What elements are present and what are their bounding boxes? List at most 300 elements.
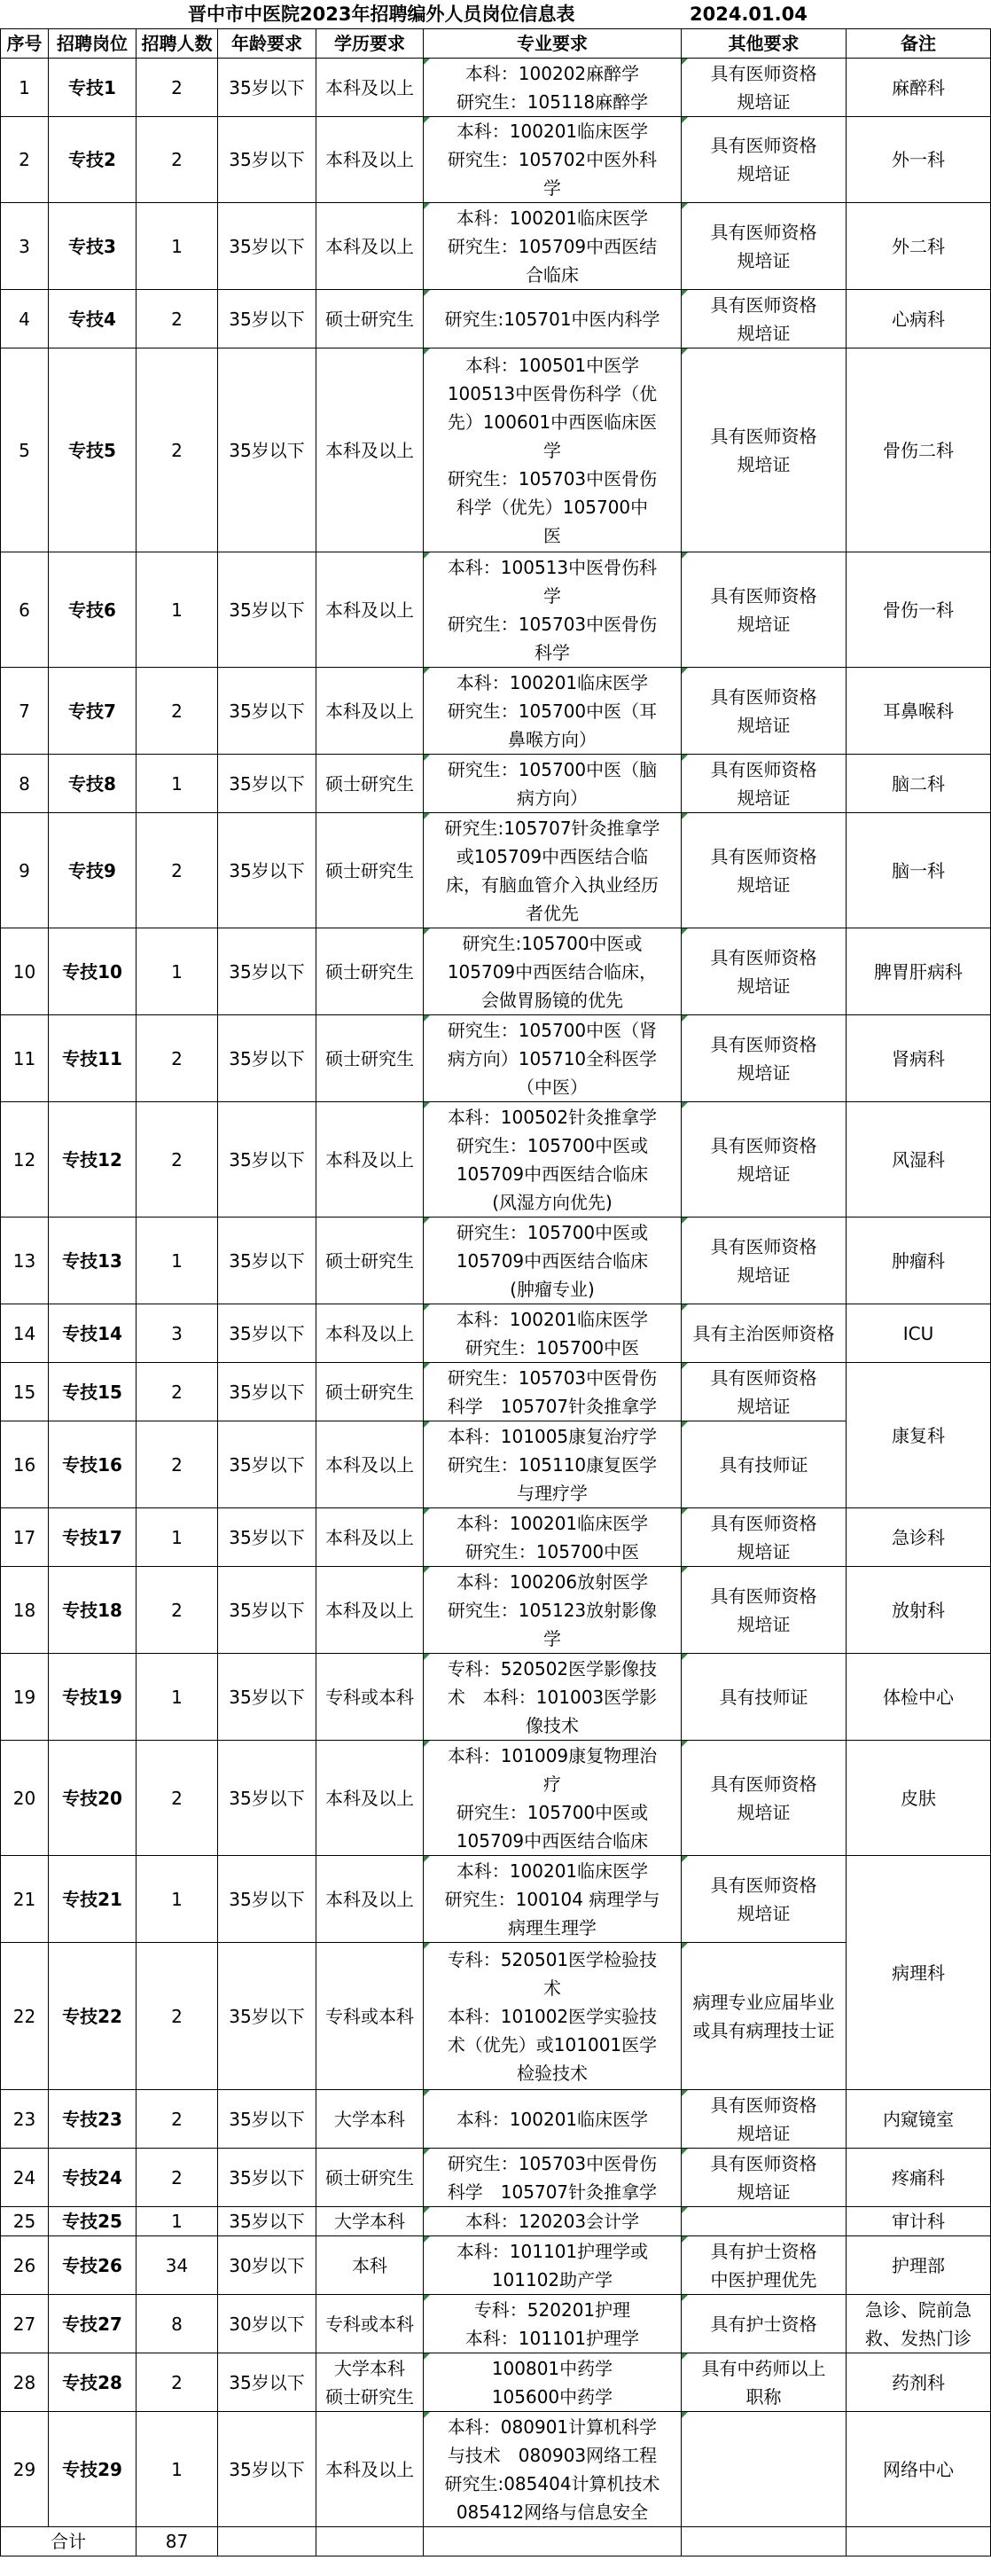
major-line: 学 [543, 439, 561, 461]
row-note: 内窥镜室 [847, 2090, 991, 2149]
major-line: 会做胃肠镜的优先 [481, 989, 623, 1011]
table-row [1, 552, 991, 668]
row-education: 硕士研究生 [316, 755, 424, 813]
row-count: 2 [137, 1363, 218, 1421]
table-row [1, 668, 991, 755]
row-education: 硕士研究生 [316, 813, 424, 928]
row-no: 22 [1, 1943, 49, 2090]
row-major [424, 1856, 682, 1943]
row-age: 35岁以下 [218, 552, 316, 668]
row-position: 专技9 [49, 813, 137, 928]
row-education: 大学本科 [316, 2207, 424, 2236]
major-line: 研究生:105707针灸推拿学 [444, 817, 660, 839]
table-title: 晋中市中医院2023年招聘编外人员岗位信息表 [188, 4, 575, 25]
other-line: 规培证 [737, 1801, 791, 1823]
other-line: 规培证 [737, 163, 791, 184]
table-row [1, 348, 991, 552]
row-no: 17 [1, 1508, 49, 1567]
row-other [682, 59, 847, 117]
row-note: ICU [847, 1304, 991, 1363]
table-row [1, 1015, 991, 1102]
other-line: 具有护士资格 [710, 2240, 817, 2262]
row-note: 药剂科 [847, 2353, 991, 2412]
row-major [424, 2207, 682, 2236]
major-line: 专科：520201护理 [473, 2298, 631, 2321]
other-line: 具有医师资格 [710, 1512, 817, 1534]
row-other [682, 552, 847, 668]
major-line: 本科：101101护理学或 [456, 2240, 649, 2262]
row-no: 3 [1, 203, 49, 290]
row-education: 本科及以上 [316, 2412, 424, 2527]
row-education: 硕士研究生 [316, 1015, 424, 1102]
row-age: 35岁以下 [218, 348, 316, 552]
header-major: 专业要求 [424, 29, 682, 59]
table-row [1, 1741, 991, 1856]
row-age: 35岁以下 [218, 1943, 316, 2090]
row-note: 康复科 [847, 1363, 991, 1508]
row-no: 6 [1, 552, 49, 668]
major-line: 鼻喉方向） [508, 728, 597, 750]
row-note: 病理科 [847, 1856, 991, 2090]
row-major [424, 1218, 682, 1304]
major-line: 研究生：105700中医或 [456, 1221, 649, 1243]
row-education: 本科 [316, 2236, 424, 2295]
row-major [424, 348, 682, 552]
row-count: 1 [137, 2412, 218, 2527]
row-major [424, 928, 682, 1015]
row-age: 35岁以下 [218, 117, 316, 203]
row-no: 27 [1, 2295, 49, 2353]
row-other [682, 1567, 847, 1654]
row-note: 肾病科 [847, 1015, 991, 1102]
table-row [1, 1102, 991, 1218]
row-age: 35岁以下 [218, 2149, 316, 2207]
other-line: 具有技师证 [719, 1686, 808, 1708]
row-no: 12 [1, 1102, 49, 1218]
major-line: 105709中西医结合临床 [456, 1249, 649, 1272]
major-line: 本科：100502针灸推拿学 [447, 1106, 658, 1128]
major-line: 病方向）105710全科医学 [447, 1047, 658, 1069]
table-row [1, 1218, 991, 1304]
header-count: 招聘人数 [137, 29, 218, 59]
row-age: 35岁以下 [218, 1654, 316, 1741]
row-position: 专技24 [49, 2149, 137, 2207]
total-count: 87 [137, 2527, 218, 2556]
other-line: 具有医师资格 [710, 758, 817, 780]
row-major [424, 1654, 682, 1741]
row-age: 35岁以下 [218, 290, 316, 348]
major-line: 者优先 [526, 902, 579, 924]
row-position: 专技17 [49, 1508, 137, 1567]
row-other [682, 813, 847, 928]
row-position: 专技12 [49, 1102, 137, 1218]
row-age: 35岁以下 [218, 2090, 316, 2149]
row-major [424, 1943, 682, 2090]
row-position: 专技13 [49, 1218, 137, 1304]
row-other [682, 2412, 847, 2527]
other-line: 具有医师资格 [710, 1033, 817, 1055]
row-note: 审计科 [847, 2207, 991, 2236]
other-line: 职称 [745, 2385, 782, 2408]
row-age: 35岁以下 [218, 2207, 316, 2236]
row-count: 1 [137, 1508, 218, 1567]
row-other [682, 2295, 847, 2353]
table-row [1, 203, 991, 290]
row-age: 30岁以下 [218, 2295, 316, 2353]
row-no: 19 [1, 1654, 49, 1741]
other-line: 具有医师资格 [710, 584, 817, 607]
row-no: 14 [1, 1304, 49, 1363]
major-line: 本科：120203会计学 [464, 2211, 640, 2232]
row-count: 2 [137, 290, 218, 348]
major-line: 学 [543, 584, 561, 607]
row-position: 专技7 [49, 668, 137, 755]
major-line: 本科：100501中医学 [464, 354, 640, 376]
education-line: 大学本科 [334, 2357, 405, 2379]
row-major [424, 2090, 682, 2149]
other-line: 规培证 [737, 1264, 791, 1286]
row-position: 专技23 [49, 2090, 137, 2149]
row-age: 35岁以下 [218, 1567, 316, 1654]
major-line: 101102助产学 [491, 2268, 613, 2290]
row-age: 35岁以下 [218, 1363, 316, 1421]
row-count: 2 [137, 2353, 218, 2412]
row-education: 本科及以上 [316, 59, 424, 117]
row-other [682, 1421, 847, 1508]
row-education: 硕士研究生 [316, 1218, 424, 1304]
major-line: 专科：520502医学影像技 [447, 1657, 658, 1679]
row-count: 1 [137, 552, 218, 668]
row-no: 20 [1, 1741, 49, 1856]
row-age: 35岁以下 [218, 1421, 316, 1508]
major-line: 100801中药学 [491, 2357, 613, 2379]
major-line: 研究生：105700中医（肾 [447, 1019, 658, 1041]
major-line: 研究生：105703中医骨伤 [447, 613, 658, 635]
row-note: 脾胃肝病科 [847, 928, 991, 1015]
table-row [1, 1654, 991, 1741]
row-count: 34 [137, 2236, 218, 2295]
major-line: 研究生：100104 病理学与 [444, 1888, 660, 1910]
major-line: 床，有脑血管介入执业经历 [446, 873, 659, 896]
row-note: 脑一科 [847, 813, 991, 928]
major-line: 像技术 [526, 1714, 579, 1736]
major-line: 科学 [535, 641, 570, 663]
row-other [682, 1015, 847, 1102]
table-row [1, 813, 991, 928]
row-education: 硕士研究生 [316, 290, 424, 348]
row-count: 2 [137, 1567, 218, 1654]
row-education: 本科及以上 [316, 668, 424, 755]
table-row [1, 1943, 991, 2090]
row-count: 3 [137, 1304, 218, 1363]
major-line: 研究生：105700中医 [464, 1336, 640, 1358]
other-line: 具有医师资格 [710, 1585, 817, 1607]
row-other [682, 1856, 847, 1943]
row-note: 骨伤二科 [847, 348, 991, 552]
row-other [682, 1218, 847, 1304]
other-line: 具有护士资格 [710, 2313, 817, 2335]
row-major [424, 117, 682, 203]
major-line: (风湿方向优先) [492, 1191, 613, 1213]
other-line: 具有医师资格 [710, 135, 817, 156]
row-position: 专技18 [49, 1567, 137, 1654]
row-other [682, 1102, 847, 1218]
row-count: 1 [137, 755, 218, 813]
table-row [1, 290, 991, 348]
other-line: 具有医师资格 [710, 294, 817, 316]
header-note: 备注 [847, 29, 991, 59]
major-line: 本科：100206放射医学 [456, 1570, 649, 1593]
other-line: 规培证 [737, 975, 791, 997]
row-major [424, 203, 682, 290]
row-count: 1 [137, 203, 218, 290]
row-education [316, 2353, 424, 2412]
row-major [424, 290, 682, 348]
major-line: 105600中药学 [491, 2385, 613, 2408]
major-line: 本科：100513中医骨伤科 [447, 556, 658, 578]
row-no: 28 [1, 2353, 49, 2412]
row-note: 肿瘤科 [847, 1218, 991, 1304]
row-age: 35岁以下 [218, 755, 316, 813]
row-position: 专技5 [49, 348, 137, 552]
other-line: 规培证 [737, 453, 791, 475]
row-note: 麻醉科 [847, 59, 991, 117]
row-note: 耳鼻喉科 [847, 668, 991, 755]
other-line: 规培证 [737, 1902, 791, 1924]
row-no: 4 [1, 290, 49, 348]
other-line: 规培证 [737, 1061, 791, 1084]
row-no: 13 [1, 1218, 49, 1304]
major-line: 105709中西医结合临床， [447, 960, 658, 983]
row-no: 23 [1, 2090, 49, 2149]
row-education: 硕士研究生 [316, 1363, 424, 1421]
other-line: 规培证 [737, 249, 791, 271]
major-line: 本科：080901计算机科学 [447, 2415, 658, 2438]
row-other [682, 755, 847, 813]
row-count: 1 [137, 1856, 218, 1943]
major-line: 学 [543, 177, 561, 199]
major-line: 与理疗学 [517, 1482, 588, 1504]
major-line: 本科：101101护理学 [464, 2327, 640, 2349]
row-age: 35岁以下 [218, 1856, 316, 1943]
row-note: 外一科 [847, 117, 991, 203]
row-no: 5 [1, 348, 49, 552]
row-age: 30岁以下 [218, 2236, 316, 2295]
row-major [424, 1102, 682, 1218]
row-position: 专技14 [49, 1304, 137, 1363]
row-major [424, 2412, 682, 2527]
table-row [1, 2236, 991, 2295]
total-empty [316, 2527, 424, 2556]
major-line: 研究生：105110康复医学 [447, 1453, 658, 1476]
major-line: 研究生：105118麻醉学 [456, 90, 649, 113]
row-education: 硕士研究生 [316, 928, 424, 1015]
row-no: 1 [1, 59, 49, 117]
row-other [682, 1741, 847, 1856]
row-note: 护理部 [847, 2236, 991, 2295]
row-count: 2 [137, 1102, 218, 1218]
major-line: 与技术 080903网络工程 [447, 2444, 658, 2466]
major-line: 术 本科：101003医学影 [447, 1686, 658, 1708]
major-line: 研究生：105703中医骨伤 [447, 1366, 658, 1389]
major-line: 本科：100201临床医学 [456, 1860, 649, 1882]
row-position: 专技29 [49, 2412, 137, 2527]
row-no: 25 [1, 2207, 49, 2236]
table-row [1, 1363, 991, 1421]
other-line: 具有医师资格 [710, 221, 817, 243]
other-line: 规培证 [737, 1395, 791, 1417]
header-age: 年龄要求 [218, 29, 316, 59]
row-position: 专技4 [49, 290, 137, 348]
major-line: 100513中医骨伤科学（优 [447, 382, 658, 404]
row-no: 2 [1, 117, 49, 203]
row-education: 本科及以上 [316, 348, 424, 552]
table-row [1, 2412, 991, 2527]
other-line: 具有医师资格 [710, 1235, 817, 1257]
other-line: 具有医师资格 [710, 1773, 817, 1795]
major-line: 研究生：105703中医骨伤 [447, 467, 658, 489]
row-note: 放射科 [847, 1567, 991, 1654]
other-line: 具有医师资格 [710, 845, 817, 867]
row-age: 35岁以下 [218, 1218, 316, 1304]
row-count: 1 [137, 928, 218, 1015]
row-count: 2 [137, 668, 218, 755]
table-row [1, 1508, 991, 1567]
other-line: 具有医师资格 [710, 425, 817, 447]
row-no: 7 [1, 668, 49, 755]
row-education: 专科或本科 [316, 1654, 424, 1741]
major-line: 研究生：105702中医外科 [447, 149, 658, 170]
row-no: 11 [1, 1015, 49, 1102]
row-other [682, 2207, 847, 2236]
major-line: 术 [543, 1977, 561, 1999]
other-line: 具有医师资格 [710, 1134, 817, 1156]
row-no: 10 [1, 928, 49, 1015]
row-other [682, 117, 847, 203]
row-education: 本科及以上 [316, 1508, 424, 1567]
row-note: 骨伤一科 [847, 552, 991, 668]
row-other [682, 1304, 847, 1363]
table-date: 2024.01.04 [690, 4, 808, 25]
major-line: 本科：100201临床医学 [456, 1308, 649, 1330]
other-line: 具有医师资格 [710, 2152, 817, 2174]
row-note: 风湿科 [847, 1102, 991, 1218]
education-line: 硕士研究生 [325, 2385, 414, 2408]
row-education: 硕士研究生 [316, 2149, 424, 2207]
row-education: 大学本科 [316, 2090, 424, 2149]
major-line: 术（优先）或101001医学 [447, 2033, 658, 2055]
page-title [0, 0, 991, 28]
total-empty [682, 2527, 847, 2556]
row-age: 35岁以下 [218, 1015, 316, 1102]
row-no: 8 [1, 755, 49, 813]
row-no: 18 [1, 1567, 49, 1654]
major-line: 105709中西医结合临床 [456, 1829, 649, 1852]
major-line: 105709中西医结合临床 [456, 1163, 649, 1185]
total-label: 合计 [1, 2527, 137, 2556]
major-line: 本科：100201临床医学 [456, 121, 649, 142]
major-line: （中医） [517, 1076, 588, 1098]
other-line: 具有医师资格 [710, 685, 817, 708]
row-other [682, 1943, 847, 2090]
other-line: 规培证 [737, 2122, 791, 2144]
table-row [1, 2207, 991, 2236]
other-line: 具有医师资格 [710, 2094, 817, 2116]
row-position: 专技22 [49, 1943, 137, 2090]
row-education: 本科及以上 [316, 117, 424, 203]
major-line: 本科：100201临床医学 [456, 2108, 649, 2130]
row-education: 本科及以上 [316, 1741, 424, 1856]
major-line: 本科：101005康复治疗学 [447, 1425, 658, 1447]
row-other [682, 348, 847, 552]
row-education: 专科或本科 [316, 2295, 424, 2353]
row-education: 专科或本科 [316, 1943, 424, 2090]
major-line: 学 [543, 1627, 561, 1649]
major-line: 本科：100201临床医学 [456, 207, 649, 229]
row-other [682, 2353, 847, 2412]
row-position: 专技16 [49, 1421, 137, 1508]
row-position: 专技21 [49, 1856, 137, 1943]
major-line: 研究生：105700中医 [464, 1540, 640, 1562]
row-count: 1 [137, 1654, 218, 1741]
row-position: 专技10 [49, 928, 137, 1015]
table-row [1, 1856, 991, 1943]
row-note: 体检中心 [847, 1654, 991, 1741]
row-education: 本科及以上 [316, 1421, 424, 1508]
major-line: 研究生：105700中医（脑 [447, 758, 658, 780]
major-line: 疗 [543, 1773, 561, 1795]
table-row [1, 1567, 991, 1654]
total-empty [424, 2527, 682, 2556]
row-position: 专技6 [49, 552, 137, 668]
row-count: 2 [137, 2090, 218, 2149]
row-age: 35岁以下 [218, 2353, 316, 2412]
major-line: 本科：101009康复物理治 [447, 1744, 658, 1766]
other-line: 规培证 [737, 1540, 791, 1562]
recruitment-table [0, 28, 991, 2556]
major-line: 或105709中西医结合临 [456, 845, 649, 867]
header-position: 招聘岗位 [49, 29, 137, 59]
row-major [424, 1508, 682, 1567]
row-count: 1 [137, 2207, 218, 2236]
row-note: 皮肤 [847, 1741, 991, 1856]
row-no: 16 [1, 1421, 49, 1508]
other-line: 具有医师资格 [710, 1366, 817, 1389]
row-age: 35岁以下 [218, 59, 316, 117]
table-row [1, 2149, 991, 2207]
other-line: 规培证 [737, 787, 791, 809]
major-line: 本科：100201临床医学 [456, 671, 649, 693]
header-no: 序号 [1, 29, 49, 59]
row-other [682, 1654, 847, 1741]
row-age: 35岁以下 [218, 813, 316, 928]
row-major [424, 2236, 682, 2295]
major-line: 研究生:105701中医内科学 [444, 308, 660, 330]
major-line: (肿瘤专业) [510, 1278, 595, 1300]
table-row [1, 1304, 991, 1363]
other-line: 或具有病理技士证 [692, 2019, 835, 2041]
row-major [424, 1363, 682, 1421]
row-age: 35岁以下 [218, 1102, 316, 1218]
row-position: 专技1 [49, 59, 137, 117]
row-age: 35岁以下 [218, 1741, 316, 1856]
row-position: 专技3 [49, 203, 137, 290]
other-line: 规培证 [737, 714, 791, 736]
major-line: 研究生：105700中医（耳 [447, 700, 658, 722]
row-education: 本科及以上 [316, 1567, 424, 1654]
other-line: 规培证 [737, 873, 791, 896]
header-row [1, 29, 991, 59]
